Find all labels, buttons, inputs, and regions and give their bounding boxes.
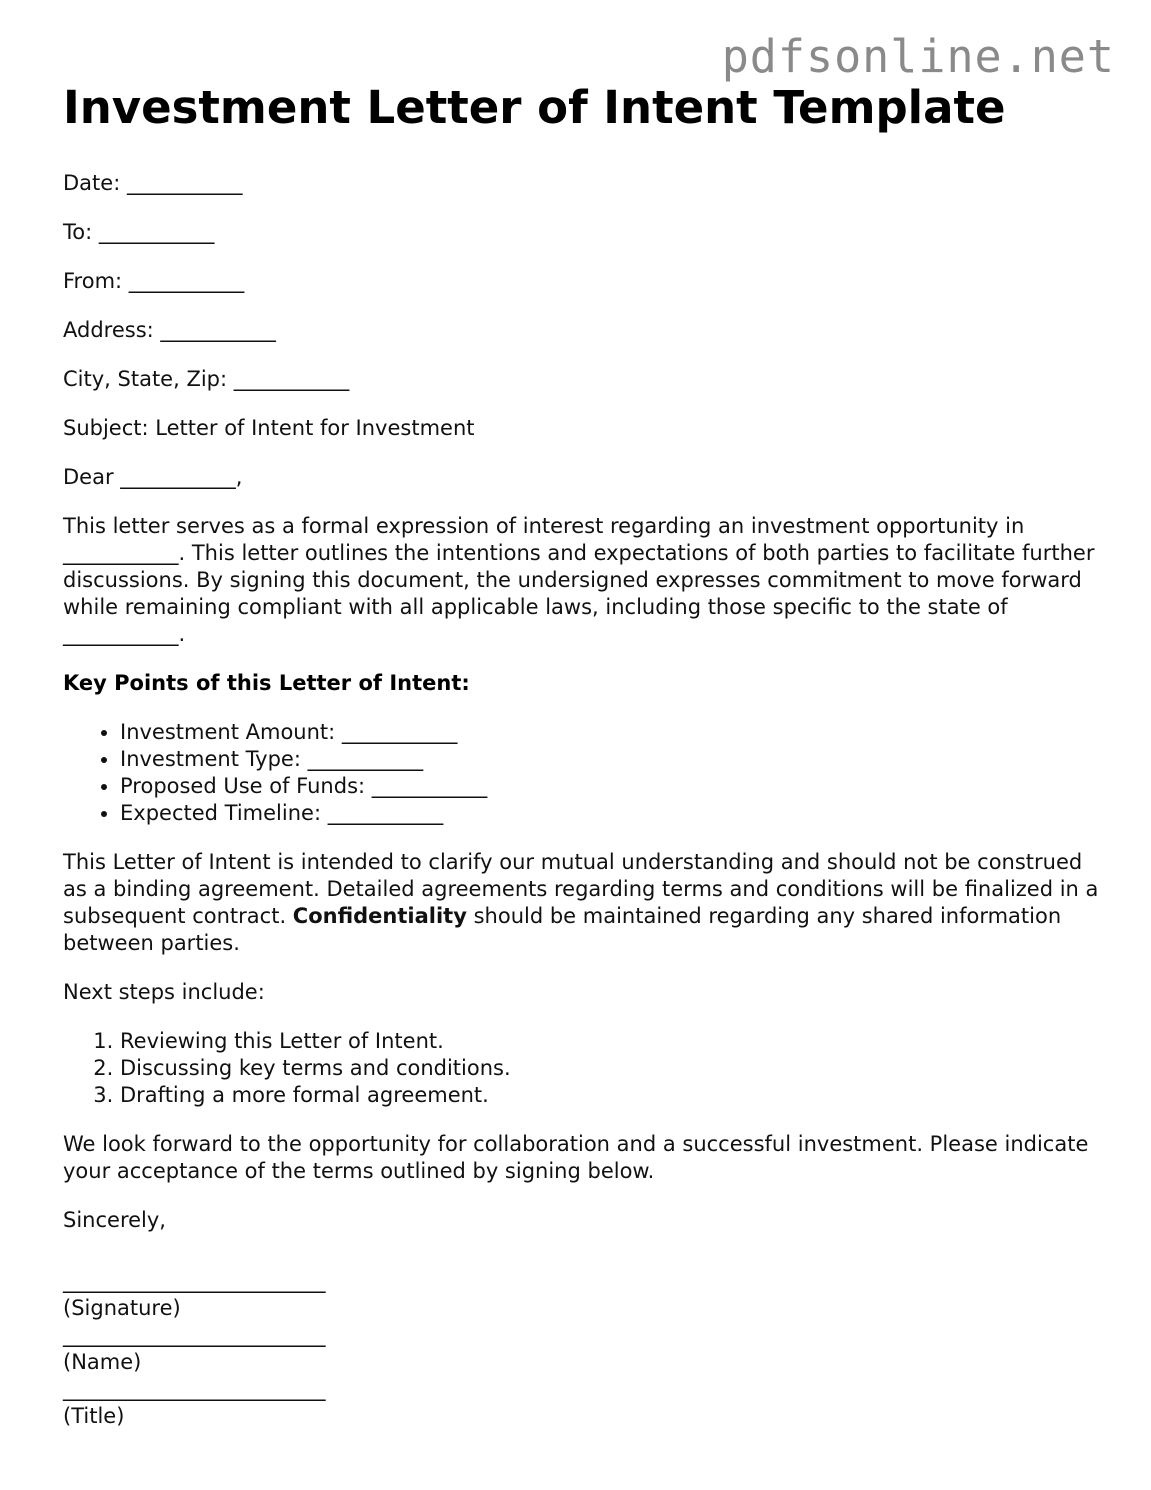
next-steps-list [63, 1028, 1103, 1109]
site-watermark: pdfsonline.net [721, 30, 1115, 83]
signature-line: _________________________ [63, 1269, 326, 1293]
intro-paragraph: This letter serves as a formal expression of interest regarding an investment opportunity in ___________. This letter outlines the intentions and expectations of both parties to facilitate further discussions. By signing this document, the undersigned expresses commitment to move forward while remaining compliant with all applicable laws, including those specific to the state of ___________. [63, 514, 1095, 646]
title-group [63, 1376, 1103, 1430]
key-point-investment-type: • Investment Type: ___________ [120, 746, 1103, 773]
signature-label: (Signature) [63, 1296, 181, 1320]
key-point-use-of-funds: • Proposed Use of Funds: ___________ [120, 773, 1103, 800]
next-step-review: 1. Reviewing this Letter of Intent. [120, 1028, 1103, 1055]
key-point-timeline: • Expected Timeline: ___________ [120, 800, 1103, 827]
clarify-text-after: should be maintained regarding any shared information between parties. [63, 904, 1062, 955]
title-line: _________________________ [63, 1377, 326, 1401]
title-label: (Title) [63, 1404, 125, 1428]
next-steps-heading: Next steps include: [63, 980, 265, 1004]
clarify-paragraph [63, 849, 1103, 957]
key-point-investment-amount: • Investment Amount: ___________ [120, 719, 1103, 746]
name-label: (Name) [63, 1350, 142, 1374]
subject-line: Subject: Letter of Intent for Investment [63, 416, 475, 440]
to-field: To: ___________ [63, 220, 215, 244]
signature-block [63, 1268, 1103, 1430]
key-points-list [63, 719, 1103, 827]
from-field: From: ___________ [63, 269, 245, 293]
clarify-text-before: This Letter of Intent is intended to clarify our mutual understanding and should not be construed as a binding agreement. Detailed agreements regarding terms and conditions will be finalized in a subsequent contract. [63, 850, 1099, 928]
next-step-draft: 3. Drafting a more formal agreement. [120, 1082, 1103, 1109]
name-group [63, 1322, 1103, 1376]
document-title: Investment Letter of Intent Template [63, 81, 1006, 134]
address-field: Address: ___________ [63, 318, 276, 342]
next-step-discuss: 2. Discussing key terms and conditions. [120, 1055, 1103, 1082]
salutation: Dear ___________, [63, 465, 243, 489]
date-field: Date: ___________ [63, 171, 243, 195]
name-line: _________________________ [63, 1323, 326, 1347]
confidentiality-emphasis: Confidentiality [292, 904, 467, 928]
key-points-heading: Key Points of this Letter of Intent: [63, 671, 470, 695]
closing-paragraph: We look forward to the opportunity for collaboration and a successful investment. Please indicate your acceptance of the terms outlined by signing below. [63, 1132, 1089, 1183]
signature-group [63, 1268, 1103, 1322]
document-page [63, 80, 1103, 1430]
sign-off: Sincerely, [63, 1208, 166, 1232]
city-state-zip-field: City, State, Zip: ___________ [63, 367, 350, 391]
